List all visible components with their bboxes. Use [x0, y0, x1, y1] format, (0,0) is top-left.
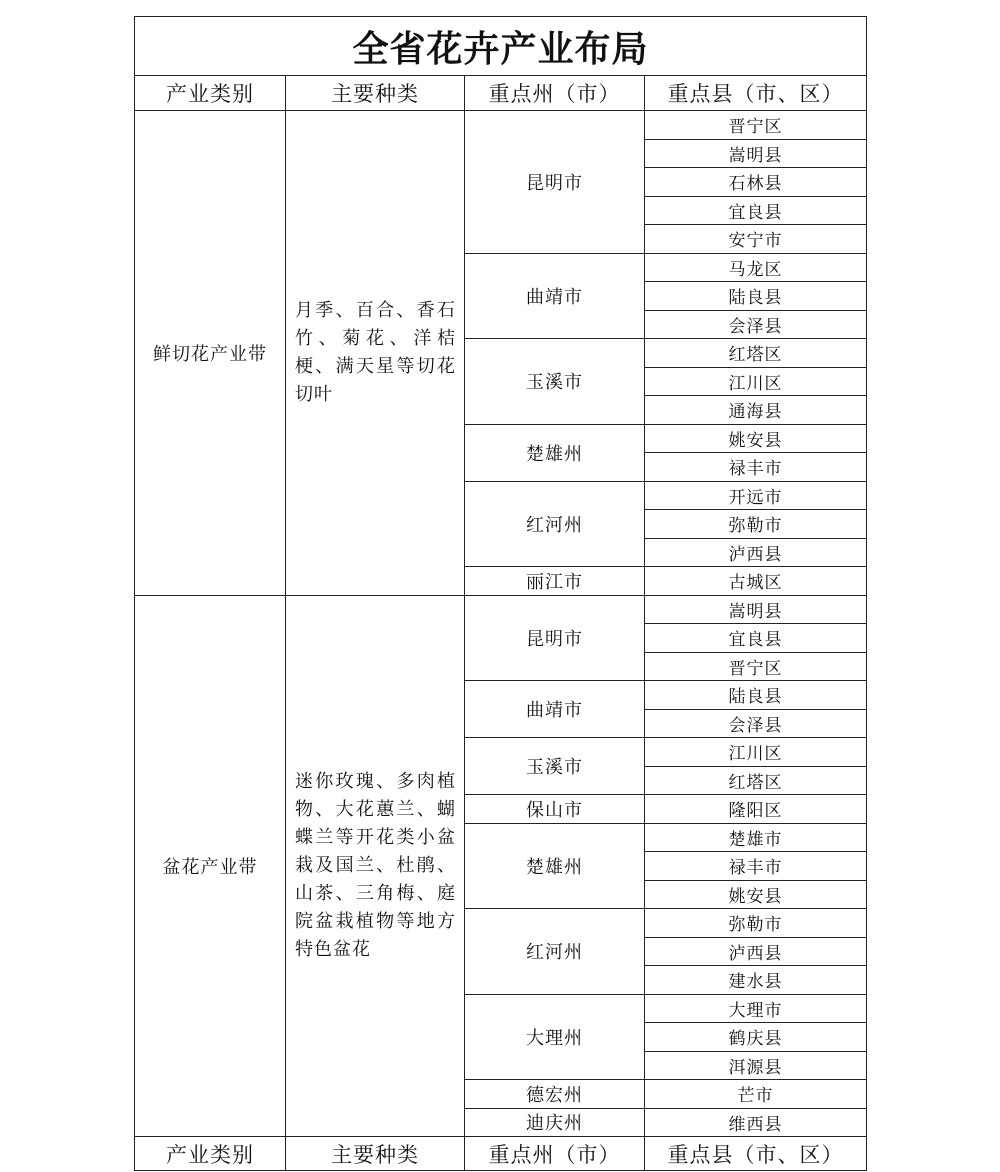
prefecture-cell: 曲靖市	[465, 681, 645, 738]
header-industry-category: 产业类别	[135, 76, 286, 111]
county-cell: 姚安县	[645, 424, 867, 453]
flower-industry-layout-table	[134, 16, 867, 1171]
county-cell: 红塔区	[645, 766, 867, 795]
prefecture-cell: 曲靖市	[465, 253, 645, 339]
county-cell: 洱源县	[645, 1051, 867, 1080]
prefecture-cell: 迪庆州	[465, 1108, 645, 1137]
county-cell: 维西县	[645, 1108, 867, 1137]
county-cell: 大理市	[645, 994, 867, 1023]
county-cell: 姚安县	[645, 880, 867, 909]
county-cell: 宜良县	[645, 196, 867, 225]
industry-category-cell: 盆花产业带	[135, 595, 286, 1137]
footer-main-species: 主要种类	[286, 1137, 465, 1171]
county-cell: 会泽县	[645, 310, 867, 339]
county-cell: 嵩明县	[645, 595, 867, 624]
county-cell: 安宁市	[645, 225, 867, 254]
county-cell: 泸西县	[645, 538, 867, 567]
county-cell: 江川区	[645, 367, 867, 396]
county-cell: 石林县	[645, 168, 867, 197]
header-key-county: 重点县（市、区）	[645, 76, 867, 111]
footer-industry-category: 产业类别	[135, 1137, 286, 1171]
county-cell: 禄丰市	[645, 852, 867, 881]
main-species-cell: 月季、百合、香石竹、菊花、洋桔梗、满天星等切花切叶	[286, 111, 465, 596]
county-cell: 古城区	[645, 567, 867, 596]
county-cell: 陆良县	[645, 681, 867, 710]
prefecture-cell: 玉溪市	[465, 738, 645, 795]
prefecture-cell: 昆明市	[465, 595, 645, 681]
prefecture-cell: 红河州	[465, 909, 645, 995]
county-cell: 晋宁区	[645, 111, 867, 140]
prefecture-cell: 大理州	[465, 994, 645, 1080]
table-title: 全省花卉产业布局	[135, 17, 867, 76]
prefecture-cell: 楚雄州	[465, 424, 645, 481]
prefecture-cell: 玉溪市	[465, 339, 645, 425]
county-cell: 建水县	[645, 966, 867, 995]
table-body	[135, 111, 867, 1137]
prefecture-cell: 德宏州	[465, 1080, 645, 1109]
footer-header-row	[135, 1137, 867, 1171]
industry-category-cell: 鲜切花产业带	[135, 111, 286, 596]
header-key-prefecture: 重点州（市）	[465, 76, 645, 111]
table-row	[135, 595, 867, 624]
county-cell: 隆阳区	[645, 795, 867, 824]
county-cell: 红塔区	[645, 339, 867, 368]
county-cell: 晋宁区	[645, 652, 867, 681]
county-cell: 楚雄市	[645, 823, 867, 852]
county-cell: 芒市	[645, 1080, 867, 1109]
footer-key-prefecture: 重点州（市）	[465, 1137, 645, 1171]
county-cell: 马龙区	[645, 253, 867, 282]
prefecture-cell: 红河州	[465, 481, 645, 567]
county-cell: 陆良县	[645, 282, 867, 311]
county-cell: 宜良县	[645, 624, 867, 653]
footer-key-county: 重点县（市、区）	[645, 1137, 867, 1171]
header-row	[135, 76, 867, 111]
county-cell: 会泽县	[645, 709, 867, 738]
county-cell: 弥勒市	[645, 510, 867, 539]
prefecture-cell: 保山市	[465, 795, 645, 824]
county-cell: 通海县	[645, 396, 867, 425]
county-cell: 鹤庆县	[645, 1023, 867, 1052]
prefecture-cell: 昆明市	[465, 111, 645, 254]
prefecture-cell: 丽江市	[465, 567, 645, 596]
county-cell: 嵩明县	[645, 139, 867, 168]
county-cell: 弥勒市	[645, 909, 867, 938]
flower-industry-layout-table-container	[134, 16, 866, 1171]
table-row	[135, 111, 867, 140]
county-cell: 开远市	[645, 481, 867, 510]
county-cell: 泸西县	[645, 937, 867, 966]
header-main-species: 主要种类	[286, 76, 465, 111]
prefecture-cell: 楚雄州	[465, 823, 645, 909]
main-species-cell: 迷你玫瑰、多肉植物、大花蕙兰、蝴蝶兰等开花类小盆栽及国兰、杜鹃、山茶、三角梅、庭院盆栽植物等地方特色盆花	[286, 595, 465, 1137]
county-cell: 禄丰市	[645, 453, 867, 482]
county-cell: 江川区	[645, 738, 867, 767]
